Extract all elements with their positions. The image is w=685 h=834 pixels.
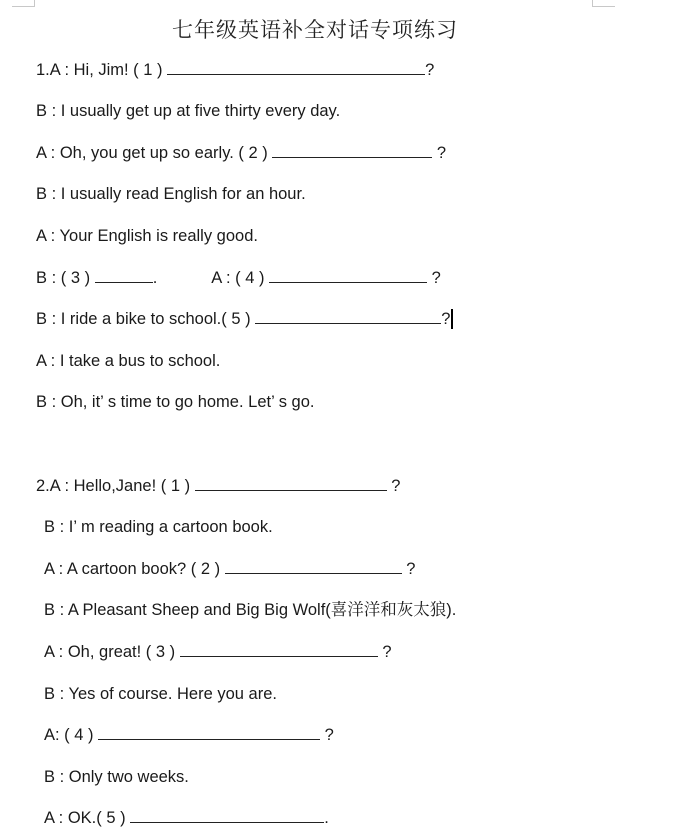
s1-line-3-end: ? <box>432 144 447 162</box>
s1-line-6-b-prompt: B : ( 3 ) <box>36 269 95 287</box>
s2-line-5-prompt: A : Oh, great! ( 3 ) <box>44 643 180 661</box>
s1-line-6-b-end: . <box>152 269 158 287</box>
s1-line-9: B : Oh, it’ s time to go home. Let’ s go. <box>36 393 315 411</box>
s2-line-1-end: ? <box>386 477 401 495</box>
s2-line-1-prompt: 2.A : Hello,Jane! ( 1 ) <box>36 477 195 495</box>
s2-line-5-end: ? <box>377 643 392 661</box>
answer-blank-1-3[interactable] <box>95 268 153 283</box>
answer-blank-1-2[interactable] <box>272 143 432 158</box>
s2-line-1 <box>36 476 400 496</box>
s1-line-4: B : I usually read English for an hour. <box>36 185 306 203</box>
answer-blank-1-5[interactable] <box>255 309 441 324</box>
s2-line-7 <box>44 725 334 745</box>
s2-line-6: B : Yes of course. Here you are. <box>44 685 277 703</box>
s1-line-1 <box>36 60 434 80</box>
text-cursor <box>451 309 453 329</box>
s2-line-3 <box>44 559 415 579</box>
answer-blank-2-2[interactable] <box>225 559 402 574</box>
s2-line-4: B : A Pleasant Sheep and Big Big Wolf(喜洋洋和灰太狼). <box>44 601 457 619</box>
answer-blank-2-1[interactable] <box>195 476 387 491</box>
document-title: 七年级英语补全对话专项练习 <box>172 18 458 42</box>
answer-blank-1-1[interactable] <box>167 60 425 75</box>
s1-line-7-prompt: B : I ride a bike to school.( 5 ) <box>36 310 256 328</box>
s2-line-8: B : Only two weeks. <box>44 768 189 786</box>
s2-line-2: B : I’ m reading a cartoon book. <box>44 518 273 536</box>
answer-blank-1-4[interactable] <box>269 268 427 283</box>
s1-line-7 <box>36 309 453 329</box>
s1-line-1-end: ? <box>425 61 435 79</box>
s2-line-9-end: . <box>324 809 329 827</box>
page-corner-mark-left <box>12 0 35 7</box>
s1-line-6-a-end: ? <box>427 269 441 287</box>
answer-blank-2-5[interactable] <box>130 808 324 823</box>
s2-line-3-end: ? <box>401 560 416 578</box>
s2-line-9 <box>44 808 329 828</box>
s2-line-5 <box>44 642 392 662</box>
page-corner-mark-right <box>592 0 615 7</box>
s1-line-3 <box>36 143 446 163</box>
answer-blank-2-3[interactable] <box>180 642 378 657</box>
s1-line-1-prompt: 1.A : Hi, Jim! ( 1 ) <box>36 61 168 79</box>
s1-line-7-end: ? <box>441 310 451 328</box>
s2-line-7-prompt: A: ( 4 ) <box>44 726 99 744</box>
s2-line-3-prompt: A : A cartoon book? ( 2 ) <box>44 560 225 578</box>
s2-line-9-prompt: A : OK.( 5 ) <box>44 809 131 827</box>
s1-line-8: A : I take a bus to school. <box>36 352 221 370</box>
s1-line-3-prompt: A : Oh, you get up so early. ( 2 ) <box>36 144 273 162</box>
s1-line-5: A : Your English is really good. <box>36 227 258 245</box>
s1-line-2: B : I usually get up at five thirty every day. <box>36 102 341 120</box>
answer-blank-2-4[interactable] <box>98 725 320 740</box>
s1-line-6 <box>36 268 441 288</box>
s2-line-7-end: ? <box>320 726 334 744</box>
s1-line-6-a-prompt: A : ( 4 ) <box>211 269 270 287</box>
